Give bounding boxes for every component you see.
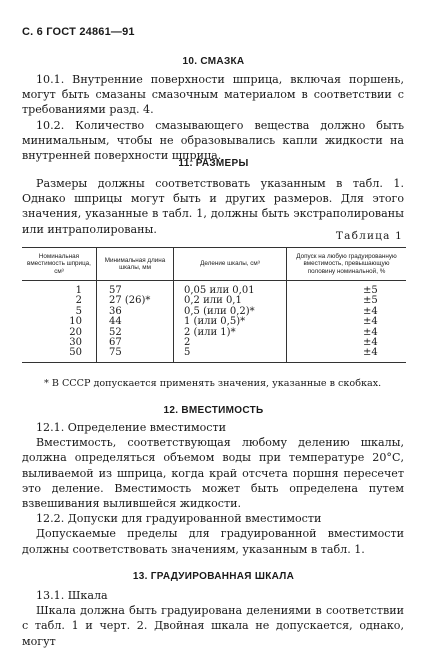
header-tolerance: Допуск на любую градуированную вместимость, превышающую половину номинальной, % bbox=[287, 248, 407, 281]
paragraph-12-1-body: Вместимость, соответствующая любому делению шкалы, должна определяться объемом воды при температуре 20°С, выливаемой из шприца, когда край отсчета поршня пересечет это деление. Вместимость может быть определена путем взвешивания вылившейся жидкости. bbox=[22, 436, 404, 511]
paragraph-12-2: 12.2. Допуски для градуированной вместимости bbox=[36, 512, 322, 526]
header-scale-length: Минимальная длина шкалы, мм bbox=[97, 248, 174, 281]
table-footnote: * В СССР допускается применять значения, указанные в скобках. bbox=[44, 378, 382, 389]
table-row: 20 52 2 (или 1)* ±4 bbox=[22, 328, 406, 338]
header-capacity: Номинальная вместимость шприца, см³ bbox=[22, 248, 97, 281]
section-10-text bbox=[22, 72, 404, 163]
paragraph-12-2-body: Допускаемые пределы для градуированной вместимости должны соответствовать значениям, указанным в табл. 1. bbox=[22, 527, 404, 556]
table-row: 5 36 0,5 (или 0,2)* ±4 bbox=[22, 307, 406, 317]
table-row: 30 67 2 ±4 bbox=[22, 338, 406, 348]
paragraph-12-1: 12.1. Определение вместимости bbox=[36, 421, 227, 434]
section-11-text bbox=[22, 176, 404, 237]
table-row: 1 57 0,05 или 0,01 ±5 bbox=[22, 280, 406, 296]
paragraph-10-2: 10.2. Количество смазывающего вещества должно быть минимальным, чтобы не образовывались капли жидкости на внутренней поверхности шприца. bbox=[22, 118, 404, 163]
section-10-title: 10. СМАЗКА bbox=[182, 56, 245, 67]
table-header-row bbox=[22, 248, 406, 281]
section-11-title: 11. РАЗМЕРЫ bbox=[178, 158, 249, 169]
paragraph-13-1-body: Шкала должна быть градуирована делениями в соответствии с табл. 1 и черт. 2. Двойная шкала не допускается, однако, могут bbox=[22, 604, 404, 648]
paragraph-10-1: 10.1. Внутренние поверхности шприца, включая поршень, могут быть смазаны смазочным материалом в соответствии с требованиями разд. 4. bbox=[22, 73, 404, 117]
table-caption: Таблица 1 bbox=[335, 230, 403, 242]
section-12-title: 12. ВМЕСТИМОСТЬ bbox=[163, 405, 264, 416]
paragraph-11: Размеры должны соответствовать указанным в табл. 1. Однако шприцы могут быть и других размеров. Для этого значения, указанные в табл. 1, должны быть экстраполированы или интраполированы. bbox=[22, 177, 404, 236]
section-13-title: 13. ГРАДУИРОВАННАЯ ШКАЛА bbox=[132, 571, 295, 582]
header-scale-division: Деление шкалы, см³ bbox=[174, 248, 287, 281]
table-row: 50 75 5 ±4 bbox=[22, 348, 406, 362]
page-header: С. 6 ГОСТ 24861—91 bbox=[22, 26, 135, 38]
table-row: 10 44 1 (или 0,5)* ±4 bbox=[22, 317, 406, 327]
table-row: 2 27 (26)* 0,2 или 0,1 ±5 bbox=[22, 296, 406, 306]
paragraph-13-1: 13.1. Шкала bbox=[36, 589, 108, 602]
table-1 bbox=[22, 247, 406, 363]
section-12-text bbox=[22, 420, 404, 557]
